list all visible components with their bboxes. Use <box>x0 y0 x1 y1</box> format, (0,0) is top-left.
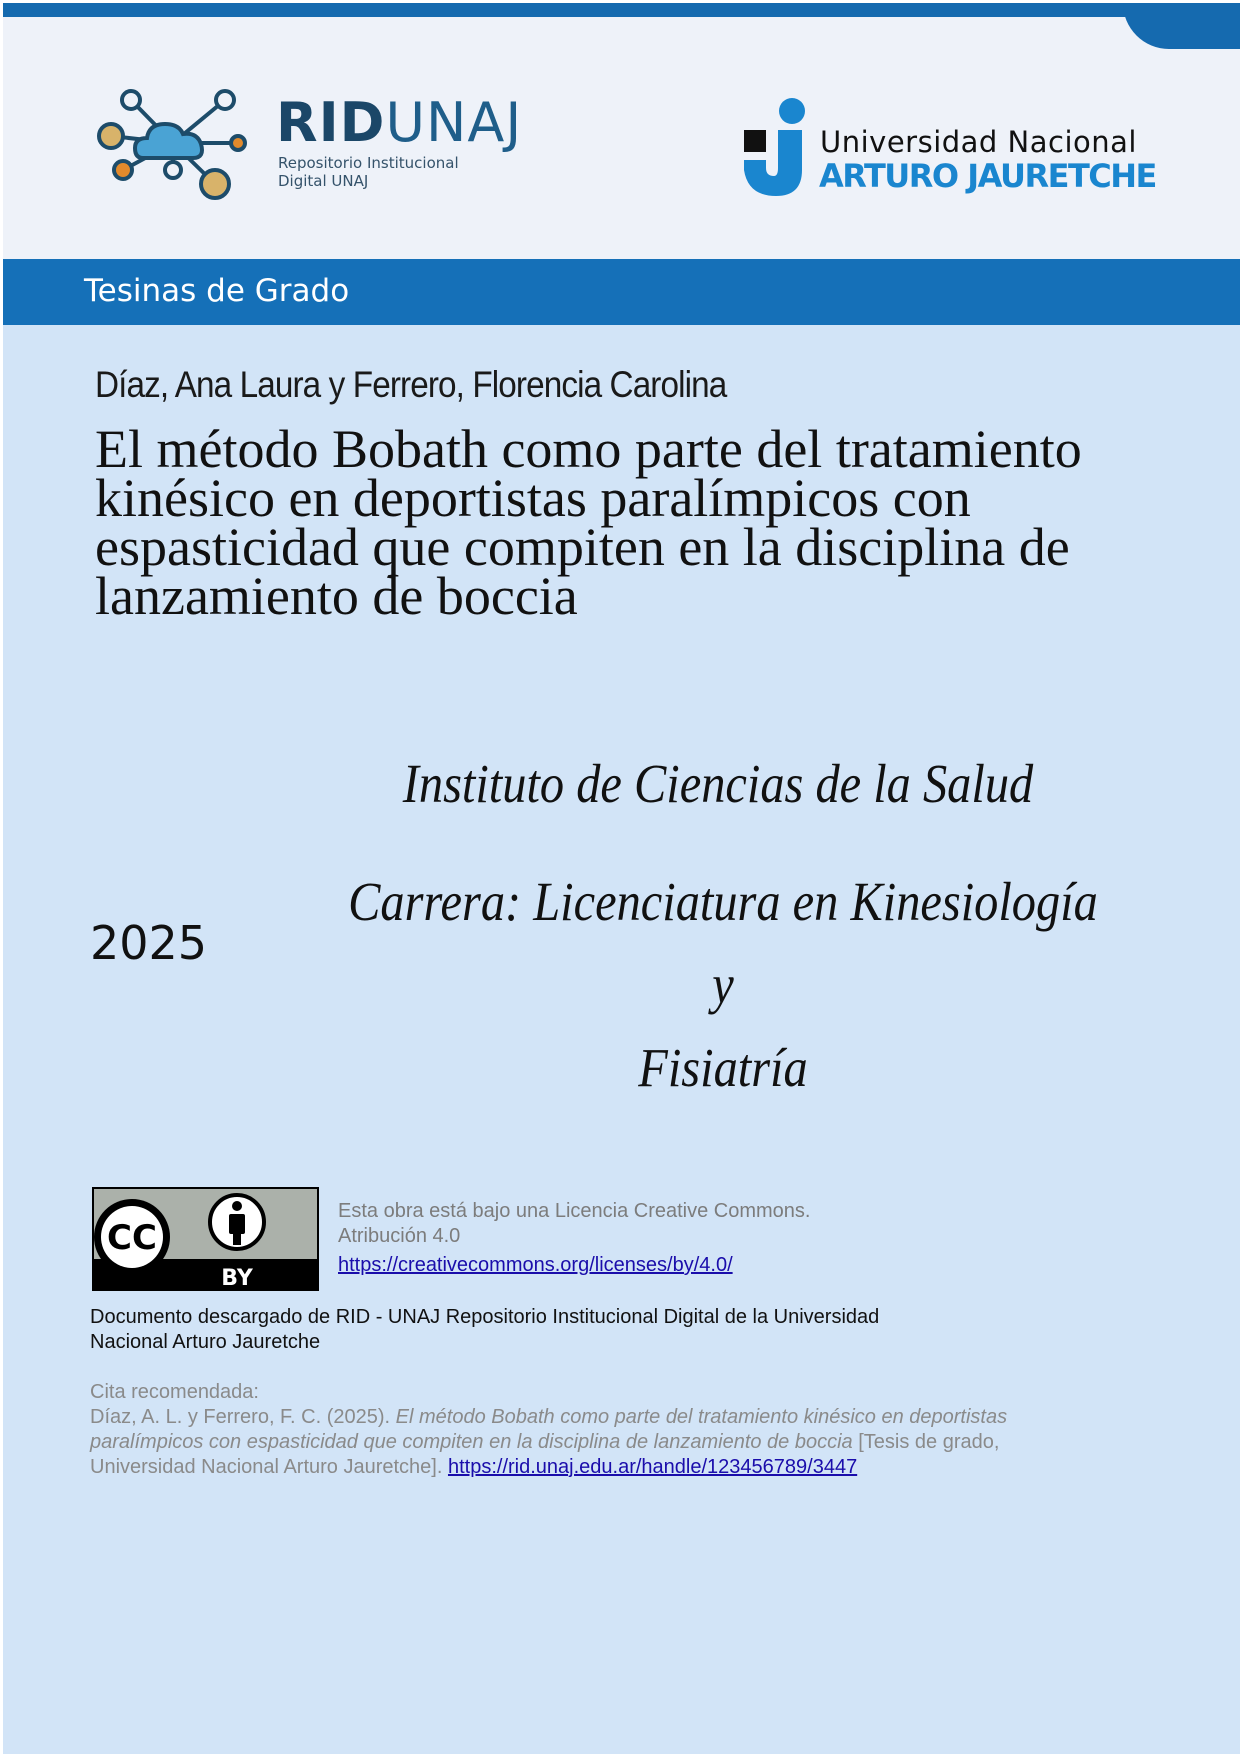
rid-unaj-logo <box>93 88 523 208</box>
rid-subtitle-line1: Repositorio Institucional <box>278 154 459 172</box>
license-line1: Esta obra está bajo una Licencia Creative Commons. <box>338 1200 811 1222</box>
cc-badge-text: CC <box>107 1218 157 1258</box>
publication-year: 2025 <box>90 916 208 970</box>
authors: Díaz, Ana Laura y Ferrero, Florencia Carolina <box>95 364 727 405</box>
thesis-title-line: El método Bobath como parte del tratamiento <box>95 419 1082 479</box>
citation-label: Cita recomendada: <box>90 1381 259 1403</box>
unaj-name-line1: Universidad Nacional <box>820 125 1137 159</box>
thesis-title-line: kinésico en deportistas paralímpicos con <box>95 468 971 528</box>
citation-line1 <box>90 1405 1090 1430</box>
license-link[interactable]: https://creativecommons.org/licenses/by/4.0/ <box>338 1254 733 1276</box>
download-note-line1: Documento descargado de RID - UNAJ Repositorio Institucional Digital de la Universidad <box>90 1306 880 1328</box>
section-bar <box>3 259 1240 325</box>
career-name <box>336 860 1110 1109</box>
license-description <box>338 1199 810 1249</box>
career-line2: Fisiatría <box>638 1037 808 1098</box>
citation-authors-year: Díaz, A. L. y Ferrero, F. C. (2025). <box>90 1406 396 1428</box>
j-letter-logo-icon <box>740 98 810 200</box>
citation-publisher: Universidad Nacional Arturo Jauretche]. <box>90 1456 448 1478</box>
rid-wordmark-light: UNAJ <box>385 91 523 154</box>
license-line2: Atribución 4.0 <box>338 1225 461 1247</box>
section-label: Tesinas de Grado <box>84 273 350 309</box>
unaj-name-line2: ARTURO JAURETCHE <box>819 157 1156 195</box>
rid-wordmark-bold: RID <box>276 91 386 154</box>
citation-handle-link[interactable]: https://rid.unaj.edu.ar/handle/123456789/3447 <box>447 1456 858 1478</box>
institute-name: Instituto de Ciencias de la Salud <box>402 753 1034 814</box>
cover-page <box>3 3 1240 1754</box>
thesis-title <box>95 419 1175 626</box>
rid-wordmark <box>276 91 523 154</box>
header-top-stripe <box>3 3 1240 17</box>
download-note <box>90 1305 990 1355</box>
citation-line3 <box>90 1455 1090 1480</box>
cc-by-license-badge[interactable] <box>92 1187 319 1291</box>
citation-body <box>90 1405 1090 1480</box>
career-line1: Carrera: Licenciatura en Kinesiología y <box>348 871 1098 1015</box>
citation-line2 <box>90 1430 1090 1455</box>
thesis-title-line: lanzamiento de boccia <box>95 566 578 626</box>
unaj-logo <box>740 98 1160 208</box>
download-note-line2: Nacional Arturo Jauretche <box>90 1331 321 1353</box>
citation-title-part2: paralímpicos con espasticidad que compiten en la disciplina de lanzamiento de boccia <box>90 1431 853 1453</box>
rid-subtitle <box>278 154 459 190</box>
cloud-network-icon <box>93 88 253 208</box>
by-badge-text: BY <box>221 1266 253 1291</box>
thesis-title-line: espasticidad que compiten en la disciplina de <box>95 517 1070 577</box>
citation-type: [Tesis de grado, <box>852 1431 1000 1453</box>
rid-subtitle-line2: Digital UNAJ <box>278 172 369 190</box>
citation-title-part1: El método Bobath como parte del tratamiento kinésico en deportistas <box>395 1406 1008 1428</box>
